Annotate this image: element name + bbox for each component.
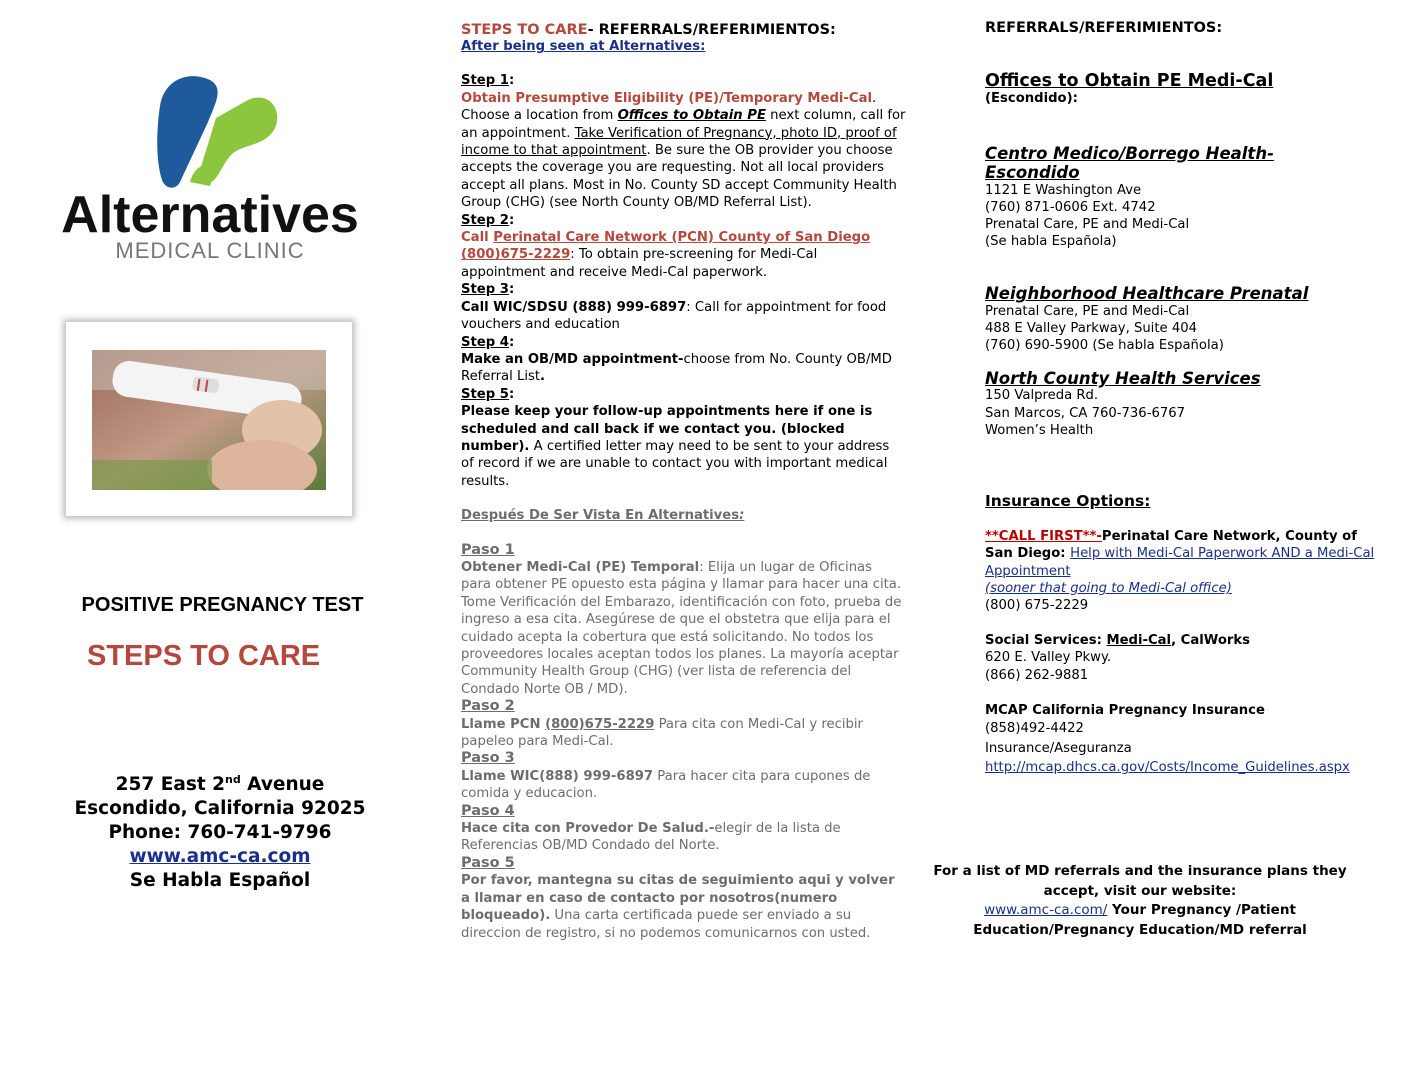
clinic-phone: Phone: 760-741-9796 [108, 822, 332, 844]
steps-column [461, 22, 906, 942]
address-line-2: Escondido, California 92025 [74, 798, 366, 820]
address-line-1: 257 East 2nd Avenue [115, 773, 325, 796]
insurance-mcap: MCAP California Pregnancy Insurance [985, 702, 1265, 718]
footer-website-link[interactable]: www.amc-ca.com/ [984, 902, 1108, 918]
offices-link[interactable]: Offices to Obtain PE [617, 108, 766, 124]
paso-5: Paso 5 Por favor, mantegna su citas de seguimiento aqui y volver a llamar en caso de contacto por nosotros(numero bloqueado). Una carta certificada puede ser enviado a su direccion de registro, si no podemos comunicarnos con usted. [461, 854, 895, 941]
step-5: Step 5: Please keep your follow-up appointments here if one is scheduled and call back if we contact you. (blocked number). A certified letter may need to be sent to your address of record if we are unable to contact you with important medical results. [461, 386, 890, 489]
mcap-link[interactable]: http://mcap.dhcs.ca.gov/Costs/Income_Guidelines.aspx [985, 760, 1350, 776]
office-3-details: 150 Valpreda Rd. San Marcos, CA 760-736-6767 Women’s Health [985, 388, 1186, 438]
offices-subtitle: (Escondido): [985, 91, 1078, 107]
paso-1: Paso 1 Obtener Medi-Cal (PE) Temporal: Elija un lugar de Oficinas para obtener PE opuesto esta página y llamar para hacer una cita. Tome Verificación del Embarazo, identificación con foto, prueba de ingreso a esa cita. Asegúrese de que el obstetra que elija para el cuidado acepta la cobertura que está solicitando. No todos los proveedores locales aceptan todos los planes. La mayoría aceptar Community Health Group (CHG) (ver lista de referencia del Condado Norte OB / MD). [461, 541, 902, 697]
offices-title: Offices to Obtain PE Medi-Cal [985, 71, 1274, 92]
insurance-title: Insurance Options: [985, 492, 1151, 511]
clinic-website-link[interactable]: www.amc-ca.com [129, 846, 311, 868]
paso-3: Paso 3 Llame WIC(888) 999-6897 Para hacer cita para cupones de comida y educacion. [461, 750, 871, 802]
office-1-details: 1121 E Washington Ave (760) 871-0606 Ext. 4742 Prenatal Care, PE and Medi-Cal (Se habla Española) [985, 182, 1190, 250]
steps-to-care-title: STEPS TO CARE [87, 640, 321, 672]
insurance-pcn: **CALL FIRST**-Perinatal Care Network, County of San Diego: Help with Medi-Cal Paperwork AND a Medi-Cal Appointment (sooner that going to Medi-Cal office) (800) 675-2229 [985, 529, 1375, 614]
logo-subtitle: MEDICAL CLINIC [115, 238, 305, 263]
insurance-social-services: Social Services: Medi-Cal, CalWorks [985, 633, 1251, 649]
page-title: POSITIVE PREGNANCY TEST [81, 594, 364, 616]
clinic-logo [38, 72, 383, 267]
steps-subheading: After being seen at Alternatives: [461, 39, 706, 55]
spanish-heading: Después De Ser Vista En Alternatives: [461, 508, 745, 524]
office-1-name: Centro Medico/Borrego Health-Escondido [985, 143, 1274, 182]
pcn-help-link[interactable]: Help with Medi-Cal Paperwork AND a Medi-Cal Appointment [985, 546, 1375, 579]
step-1: Step 1: Obtain Presumptive Eligibility (PE)/Temporary Medi-Cal. Choose a location from Offices to Obtain PE next column, call for an appointment. Take Verification of Pregnancy, photo ID, proof of income to that appointment. Be sure the OB provider you choose accepts the coverage you are requesting. Not all local providers accept all plans. Most in No. County SD accept Community Health Group (CHG) (see North County OB/MD Referral List). [461, 73, 906, 211]
website-referral-note: For a list of MD referrals and the insurance plans they accept, visit our website: www.amc-ca.com/ Your Pregnancy /Patient Education/Pregnancy Education/MD referral [933, 863, 1347, 938]
spanish-note: Se Habla Español [129, 870, 311, 892]
step-4: Step 4: Make an OB/MD appointment-choose from No. County OB/MD Referral List. [461, 334, 892, 385]
pcn-link[interactable]: Perinatal Care Network (PCN) County of San Diego (800)675-2229 [461, 230, 871, 263]
step-2: Step 2: Call Perinatal Care Network (PCN) County of San Diego (800)675-2229: To obtain pre-screening for Medi-Cal appointment and receive Medi-Cal paperwork. [461, 212, 871, 280]
steps-heading: STEPS TO CARE- REFERRALS/REFERIMIENTOS: [461, 22, 836, 38]
office-2-name: Neighborhood Healthcare Prenatal [985, 284, 1309, 304]
clinic-address-block [20, 768, 420, 893]
referrals-column: REFERRALS/REFERIMIENTOS: Offices to Obtain PE Medi-Cal (Escondido): Centro Medico/Borrego Health-Escondido 1121 E Washington Ave (760) 871-0606 Ext. 4742 Prenatal Care, PE and Medi-Cal (Se habla Española) Neighborhood Healthcare Prenatal Prenatal Care, PE and Medi-Cal 488 E Valley Parkway, Suite 404 (760) 690-5900 (Se habla Española) North County Health Services 150 Valpreda Rd. San Marcos, CA 760-736-6767 Women’s Health Insurance Options: **CALL FIRST**-Perinatal Care Network, County of San Diego: Help with Medi-Cal Paperwork AND a Medi-Cal Appointment (sooner that going to Medi-Cal office) (800) 675-2229 Social Services: Medi-Cal, CalWorks 620 E. Valley Pkwy. (866) 262-9881 MCAP California Pregnancy Insurance (858)492-4422 Insurance/Aseguranza http://mcap.dhcs.ca.gov/Costs/Income_Guidelines.aspx [985, 20, 1375, 776]
logo-wordmark: Alternatives [61, 186, 359, 244]
paso-4: Paso 4 Hace cita con Provedor De Salud.-elegir de la lista de Referencias OB/MD Condado del Norte. [461, 802, 841, 854]
paso-2: Paso 2 Llame PCN (800)675-2229 Para cita con Medi-Cal y recibir papeleo para Medi-Cal. [461, 698, 863, 750]
step-3: Step 3: Call WIC/SDSU (888) 999-6897: Call for appointment for food vouchers and education [461, 282, 887, 333]
office-3-name: North County Health Services [985, 369, 1261, 389]
office-2-details: Prenatal Care, PE and Medi-Cal 488 E Valley Parkway, Suite 404 (760) 690-5900 (Se habla Española) [985, 303, 1224, 354]
referrals-heading: REFERRALS/REFERIMIENTOS: [985, 20, 1223, 36]
pregnancy-test-photo [66, 322, 352, 516]
medi-cal-link[interactable]: Medi-Cal [1106, 633, 1172, 649]
